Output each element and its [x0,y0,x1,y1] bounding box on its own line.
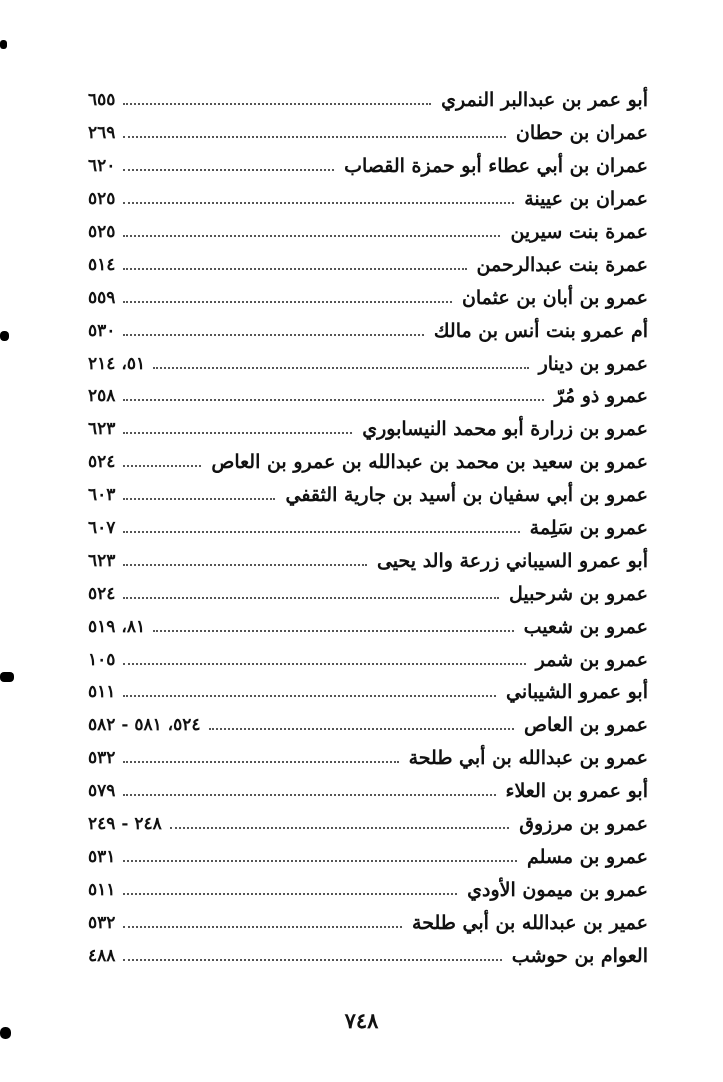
dot-leader [123,761,398,763]
dot-leader [153,367,529,369]
index-entry [88,512,648,545]
entry-name: عمرو بن سَلِمة [529,517,648,540]
entry-name: أبو عمرو السيباني زرعة والد يحيى [376,549,648,572]
index-entry [88,216,648,249]
entry-pages: ٢٦٩ [88,123,116,144]
entry-name: أبو عمرو بن العلاء [505,780,648,803]
scan-speck [0,1027,11,1039]
scan-speck [0,40,7,49]
index-entry [88,709,648,742]
entry-pages: ٢٥٨ [88,386,116,407]
entry-name: أم عمرو بنت أنس بن مالك [433,319,648,342]
dot-leader [123,531,519,533]
dot-leader [123,334,424,336]
index-entry [88,479,648,512]
dot-leader [209,728,515,730]
entry-name: عمرو بن أبي سفيان بن أسيد بن جارية الثقفي [285,484,648,507]
dot-leader [123,926,402,928]
entry-name: عمرو بن مسلم [526,845,648,868]
index-entry [88,544,648,577]
entry-name: عمرو بن زرارة أبو محمد النيسابوري [362,418,648,441]
entry-pages: ٥٣٢ [88,912,116,933]
entry-name: عمرة بنت سيرين [510,221,648,243]
entry-name: عمرو بن شعيب [523,615,648,638]
entry-name: عمرو بن شمر [535,648,648,671]
entry-pages: ٤٨٨ [88,945,116,966]
entry-pages: ٨١، ٥١٩ [88,616,146,637]
entry-name: أبو عمرو الشيباني [506,681,648,704]
entry-pages: ٦٠٧ [88,518,116,539]
index-entry [88,577,648,610]
entry-name: عمرو بن شرحبيل [509,582,648,605]
index-entry [88,939,648,972]
entry-name: عمرو بن عبدالله بن أبي طلحة [408,747,648,770]
dot-leader [170,827,510,829]
index-entry [88,314,648,347]
entry-name: عمرو ذو مُرّ [554,385,648,408]
index-entry [88,84,648,117]
entry-name: أبو عمر بن عبدالبر النمري [441,89,648,112]
entry-pages: ٢٤٨ - ٢٤٩ [88,814,162,835]
dot-leader [123,169,334,171]
index-entry [88,840,648,873]
entry-pages: ٦٥٥ [88,90,116,111]
entry-pages: ٥١، ٢١٤ [88,353,146,374]
entry-pages: ٥٧٩ [88,781,116,802]
entry-name: عمرو بن ميمون الأودي [467,878,648,901]
dot-leader [123,597,499,599]
entry-pages: ٥٣٢ [88,748,116,769]
index-entry [88,183,648,216]
dot-leader [123,136,506,138]
index-entry [88,150,648,183]
entry-name: عمرو بن أبان بن عثمان [461,286,648,309]
dot-leader [123,432,352,434]
dot-leader [123,301,452,303]
entry-name: عمران بن حطان [515,122,648,145]
scan-speck [0,331,9,341]
index-entry [88,676,648,709]
entry-pages: ٥٥٩ [88,287,116,308]
dot-leader [123,465,201,467]
entry-pages: ٥١١ [88,879,116,900]
entry-pages: ٥٢٤، ٥٨١ - ٥٨٢ [88,715,201,736]
dot-leader [153,630,513,632]
entry-pages: ٦٠٣ [88,485,116,506]
entry-name: عمرو بن سعيد بن محمد بن عبدالله بن عمرو بن العاص [211,451,648,474]
entry-name: عمرو بن مرزوق [519,813,648,836]
dot-leader [123,860,517,862]
index-entry [88,610,648,643]
index-entry [88,906,648,939]
dot-leader [123,663,525,665]
dot-leader [123,959,501,961]
entry-name: العوام بن حوشب [511,944,648,967]
index-entry [88,446,648,479]
index-entry [88,281,648,314]
entry-pages: ٥١٤ [88,254,116,275]
entry-pages: ٥١١ [88,682,116,703]
index-entry [88,808,648,841]
dot-leader [123,202,514,204]
index-entry [88,742,648,775]
dot-leader [123,268,466,270]
page-number: ٧٤٨ [344,1008,379,1033]
entry-name: عمران بن عيينة [524,188,648,211]
dot-leader [123,695,496,697]
name-index [88,84,648,972]
index-entry [88,380,648,413]
entry-pages: ٥٢٥ [88,222,116,242]
scan-speck [0,672,14,682]
entry-pages: ٦٢٣ [88,419,116,440]
index-entry [88,248,648,281]
entry-pages: ٥٢٤ [88,452,116,473]
index-entry [88,643,648,676]
entry-pages: ٥٣٠ [88,320,116,341]
index-entry [88,117,648,150]
index-entry [88,775,648,808]
index-entry [88,873,648,906]
dot-leader [123,399,544,401]
dot-leader [123,498,275,500]
entry-pages: ٦٢٣ [88,550,116,571]
entry-pages: ٥٣١ [88,846,116,867]
dot-leader [123,893,457,895]
dot-leader [123,564,367,566]
index-entry [88,413,648,446]
dot-leader [123,103,431,105]
entry-name: عمير بن عبدالله بن أبي طلحة [412,911,648,934]
dot-leader [123,794,495,796]
entry-pages: ١٠٥ [88,649,116,670]
entry-name: عمرو بن العاص [524,714,648,737]
entry-name: عمران بن أبي عطاء أبو حمزة القصاب [344,155,648,178]
entry-name: عمرة بنت عبدالرحمن [476,253,648,276]
dot-leader [123,235,500,237]
entry-name: عمرو بن دينار [538,352,648,375]
index-entry [88,347,648,380]
entry-pages: ٦٢٠ [88,156,116,177]
entry-pages: ٥٢٥ [88,189,116,210]
entry-pages: ٥٢٤ [88,583,116,604]
